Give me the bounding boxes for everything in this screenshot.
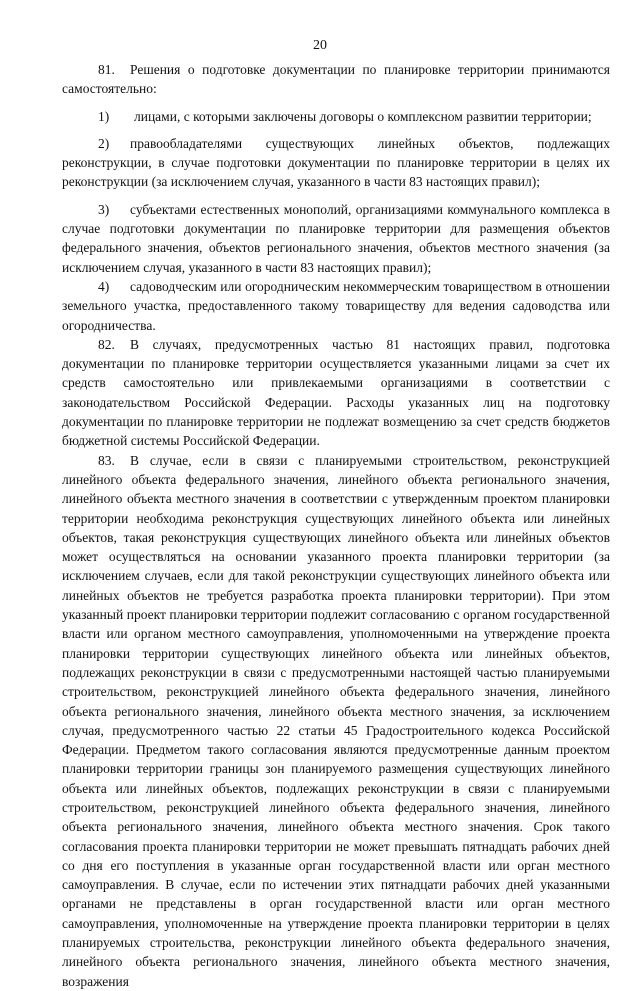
paragraph-81 [62,60,610,99]
paragraph-82 [62,335,610,451]
list-item-3 [62,200,610,277]
document-body [62,60,610,991]
list-item-text: лицами, с которыми заключены договоры о комплексном развитии территории; [134,108,592,124]
paragraph-text: Решения о подготовке документации по планировке территории принимаются самостоятельно: [62,62,610,97]
paragraph-text: В случае, если в связи с планируемыми строительством, реконструкцией линейного объекта федерального значения, линейного объекта регионального значения, линейного объекта местного значения в соответствии с утвержденным проектом планировки территории необходима реконструкция существующих линейного объекта или линейных объектов, такая реконструкция существующих линейного объекта или линейных объектов может осуществляться на основании указанного проекта планировки территории (за исключением случаев, если для такой реконструкции существующих линейного объекта или линейных объектов не требуется разработка проекта планировки территории). При этом указанный проект планировки территории подлежит согласованию с органом государственной власти или органом местного самоуправления, уполномоченными на утверждение проекта планировки территории существующих линейного объекта или линейных объектов, подлежащих реконструкции в связи с предусмотренными настоящей частью планируемыми строительством, реконструкцией линейного объекта федерального значения, линейного объекта регионального значения, линейного объекта местного значения, за исключением случая, предусмотренного частью 22 статьи 45 Градостроительного кодекса Российской Федерации. Предметом такого согласования являются предусмотренные данным проектом планировки территории границы зон планируемого размещения существующих линейного объекта или линейных объектов, подлежащих реконструкции в связи с планируемыми строительством, реконструкцией линейного объекта федерального значения, линейного объекта регионального значения, линейного объекта местного значения. Срок такого согласования проекта планировки территории не может превышать пятнадцать рабочих дней со дня его поступления в указанные орган государственной власти или орган местного самоуправления. В случае, если по истечении этих пятнадцати рабочих дней указанными органами не представлены в орган государственной власти или орган местного самоуправления, уполномоченные на утверждение проекта планировки территории в целях планируемых строительства, реконструкции линейного объекта федерального значения, линейного объекта регионального значения, линейного объекта местного значения, возражения [62,452,610,989]
list-item-4 [62,277,610,335]
list-item-1 [62,107,610,126]
page-number: 20 [313,38,327,53]
paragraph-number: 83. [98,452,115,468]
list-item-number: 3) [98,201,110,217]
list-item-text: садоводческим или огородническим некоммерческим товариществом в отношении земельного участка, предоставленного такому товариществу для ведения садоводства или огородничества. [62,278,610,333]
list-item-text: субъектами естественных монополий, организациями коммунального комплекса в случае подготовки документации по планировке территории для размещения объектов федерального значения, объектов регионального значения, объектов местного значения (за исключением случая, указанного в части 83 настоящих правил); [62,201,610,275]
list-item-number: 2) [98,135,110,151]
paragraph-83 [62,451,610,991]
paragraph-number: 81. [98,62,115,77]
list-item-number: 4) [98,278,110,294]
paragraph-number: 82. [98,336,115,352]
list-item-text: правообладателями существующих линейных объектов, подлежащих реконструкции, в случае подготовки документации по планировке территории в целях их реконструкции (за исключением случая, указанного в части 83 настоящих правил); [62,135,610,190]
list-item-2 [62,134,610,192]
list-item-number: 1) [98,108,110,124]
paragraph-text: В случаях, предусмотренных частью 81 настоящих правил, подготовка документации по планировке территории осуществляется указанными лицами за счет их средств самостоятельно или привлекаемыми организациями в соответствии с законодательством Российской Федерации. Расходы указанных лиц на подготовку документации по планировке территории не подлежат возмещению за счет средств бюджетов бюджетной системы Российской Федерации. [62,336,610,449]
